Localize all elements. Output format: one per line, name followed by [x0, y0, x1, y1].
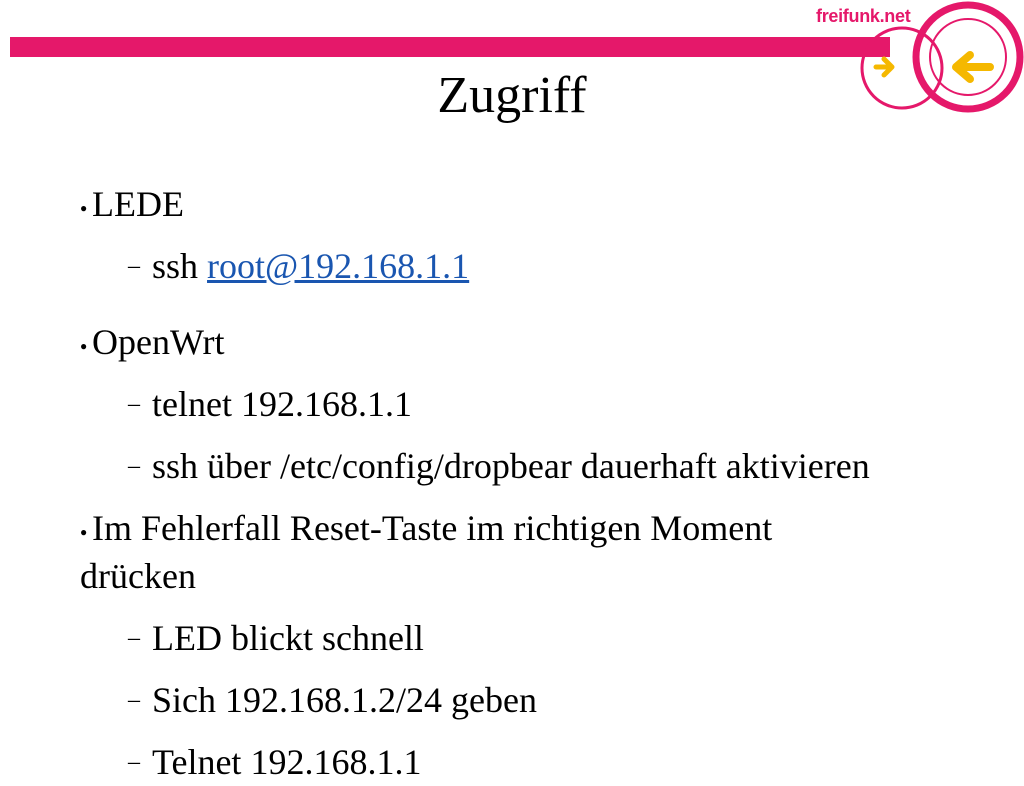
ssh-root-link[interactable]: root@192.168.1.1	[207, 246, 470, 286]
bullet-list	[80, 180, 980, 786]
sub-bullet-led: – LED blickt schnell	[80, 614, 980, 662]
ssh-prefix: ssh	[152, 246, 208, 286]
fehlerfall-line2: drücken	[80, 556, 196, 596]
sub-bullet-ssh-lede	[80, 242, 980, 290]
header-bar	[10, 37, 890, 57]
sub-bullet-telnet: – telnet 192.168.1.1	[80, 380, 980, 428]
fehlerfall-line1: Im Fehlerfall Reset-Taste im richtigen Moment	[92, 508, 773, 548]
sub-bullet-ip: – Sich 192.168.1.2/24 geben	[80, 676, 980, 724]
bullet-openwrt: ● OpenWrt	[80, 318, 980, 366]
bullet-lede: ● LEDE	[80, 180, 980, 228]
sub-bullet-telnet-reset: – Telnet 192.168.1.1	[80, 738, 980, 786]
brand-text: freifunk.net	[816, 6, 911, 26]
bullet-fehlerfall	[80, 504, 980, 600]
sub-bullet-dropbear: – ssh über /etc/config/dropbear dauerhaft aktivieren	[80, 442, 980, 490]
page-title: Zugriff	[437, 67, 587, 124]
